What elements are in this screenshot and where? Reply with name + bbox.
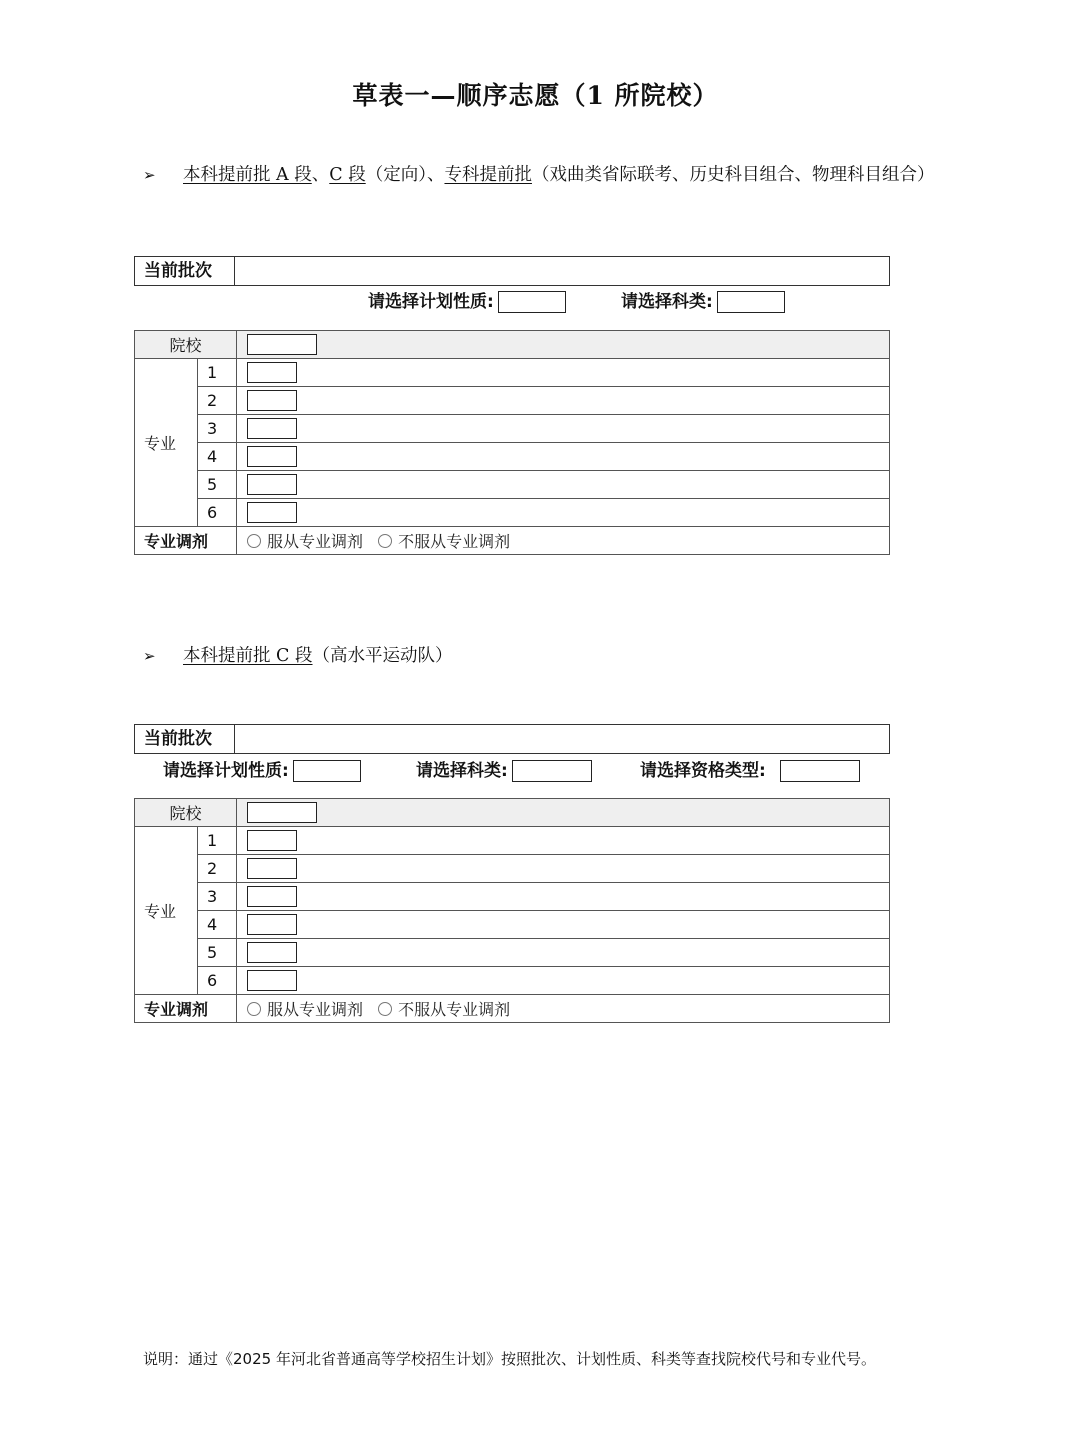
table-row <box>135 415 890 443</box>
reject-adjust-radio[interactable] <box>378 1002 392 1016</box>
link-bk-tqp-a[interactable]: 本科提前批 A 段 <box>183 165 312 185</box>
major-code-input[interactable] <box>247 886 297 907</box>
major-index: 4 <box>198 443 237 471</box>
table-row <box>135 883 890 911</box>
table-row <box>135 827 890 855</box>
plan-type-select: 请选择计划性质: <box>163 758 361 784</box>
volunteer-table-1 <box>134 330 890 555</box>
subject-select: 请选择科类: <box>621 289 785 315</box>
current-batch-label: 当前批次 <box>135 725 235 753</box>
major-code-input[interactable] <box>247 390 297 411</box>
major-code-input[interactable] <box>247 418 297 439</box>
plan-type-input[interactable] <box>498 291 566 313</box>
major-index: 6 <box>198 967 237 995</box>
school-code-input[interactable] <box>247 334 317 355</box>
accept-adjust-radio[interactable] <box>247 1002 261 1016</box>
accept-adjust-label: 服从专业调剂 <box>267 532 364 551</box>
major-index: 2 <box>198 387 237 415</box>
major-index: 6 <box>198 499 237 527</box>
adjust-row <box>135 527 890 555</box>
table-row <box>135 855 890 883</box>
plan-type-select: 请选择计划性质: <box>368 289 566 315</box>
major-code-input[interactable] <box>247 970 297 991</box>
major-index: 5 <box>198 471 237 499</box>
major-index: 3 <box>198 415 237 443</box>
subject-input[interactable] <box>717 291 785 313</box>
major-index: 5 <box>198 939 237 967</box>
table-row <box>135 939 890 967</box>
table-row <box>135 967 890 995</box>
accept-adjust-label: 服从专业调剂 <box>267 1000 364 1019</box>
link-c-segment[interactable]: C 段 <box>329 165 366 185</box>
table-row <box>135 443 890 471</box>
school-label: 院校 <box>135 799 237 827</box>
major-code-input[interactable] <box>247 942 297 963</box>
major-code-input[interactable] <box>247 914 297 935</box>
volunteer-table-2 <box>134 798 890 1023</box>
current-batch-label: 当前批次 <box>135 257 235 285</box>
school-row <box>135 331 890 359</box>
major-index: 2 <box>198 855 237 883</box>
adjust-row <box>135 995 890 1023</box>
arrow-bullet-icon: ➢ <box>143 647 156 665</box>
qualification-input[interactable] <box>780 760 860 782</box>
major-code-input[interactable] <box>247 446 297 467</box>
current-batch-row <box>134 724 890 754</box>
select-row-1 <box>0 289 1071 317</box>
school-code-input[interactable] <box>247 802 317 823</box>
current-batch-row <box>134 256 890 286</box>
major-label: 专业 <box>135 827 198 995</box>
major-code-input[interactable] <box>247 502 297 523</box>
subject-select: 请选择科类: <box>416 758 592 784</box>
section1-heading: ➢ 本科提前批 A 段、C 段（定向）、专科提前批（戏曲类省际联考、历史科目组合、物理科目组合） <box>143 158 963 193</box>
table-row <box>135 471 890 499</box>
table-row <box>135 499 890 527</box>
major-code-input[interactable] <box>247 362 297 383</box>
select-row-2 <box>0 758 1071 786</box>
link-zk-tqp[interactable]: 专科提前批 <box>444 165 532 185</box>
major-index: 1 <box>198 827 237 855</box>
reject-adjust-radio[interactable] <box>378 534 392 548</box>
major-index: 3 <box>198 883 237 911</box>
page-title: 草表一—顺序志愿（1 所院校） <box>352 81 719 110</box>
qualification-select: 请选择资格类型: <box>640 758 860 784</box>
accept-adjust-radio[interactable] <box>247 534 261 548</box>
major-code-input[interactable] <box>247 858 297 879</box>
major-index: 1 <box>198 359 237 387</box>
school-label: 院校 <box>135 331 237 359</box>
table-row <box>135 359 890 387</box>
adjust-label: 专业调剂 <box>135 527 237 555</box>
major-code-input[interactable] <box>247 474 297 495</box>
major-label: 专业 <box>135 359 198 527</box>
footnote: 说明：通过《2025 年河北省普通高等学校招生计划》按照批次、计划性质、科类等查找院校代号和专业代号。 <box>143 1350 876 1368</box>
table-row <box>135 387 890 415</box>
adjust-label: 专业调剂 <box>135 995 237 1023</box>
section2-heading: ➢ 本科提前批 C 段（高水平运动队） <box>143 639 963 674</box>
table-row <box>135 911 890 939</box>
link-bk-tqp-c[interactable]: 本科提前批 C 段 <box>183 646 313 666</box>
major-index: 4 <box>198 911 237 939</box>
plan-type-input[interactable] <box>293 760 361 782</box>
reject-adjust-label: 不服从专业调剂 <box>398 532 511 551</box>
school-row <box>135 799 890 827</box>
subject-input[interactable] <box>512 760 592 782</box>
reject-adjust-label: 不服从专业调剂 <box>398 1000 511 1019</box>
major-code-input[interactable] <box>247 830 297 851</box>
arrow-bullet-icon: ➢ <box>143 166 156 184</box>
